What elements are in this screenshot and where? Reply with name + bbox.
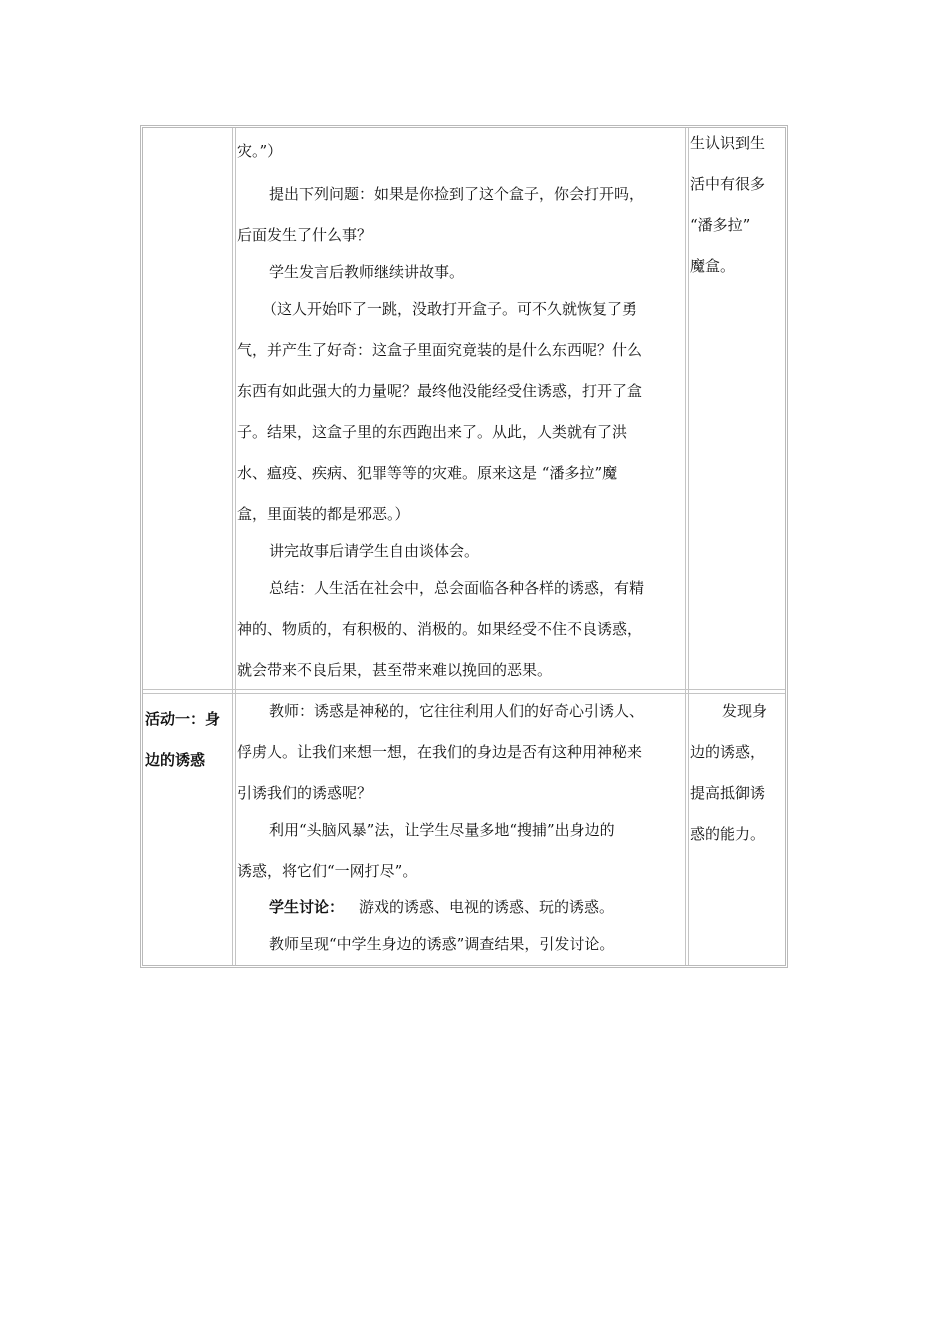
row2-right-line: 提高抵御诱 xyxy=(690,784,766,802)
row1-right-line: 魔盒。 xyxy=(690,257,736,275)
row2-right-line: 边的诱惑， xyxy=(690,743,766,761)
row2-activity-title: 边的诱惑 xyxy=(145,751,206,769)
row2-middle-line: 诱惑，将它们“一网打尽”。 xyxy=(237,862,418,880)
row2-right-line: 惑的能力。 xyxy=(690,825,766,843)
row1-middle-line: 子。结果，这盒子里的东西跑出来了。从此，人类就有了洪 xyxy=(237,423,628,441)
row1-right-line: 活中有很多 xyxy=(690,175,766,193)
student-discussion-label: 学生讨论： xyxy=(269,898,345,916)
row2-middle-line: 教师呈现“中学生身边的诱惑”调查结果，引发讨论。 xyxy=(269,935,615,953)
row1-middle-line: （这人开始吓了一跳，没敢打开盒子。可不久就恢复了勇 xyxy=(262,300,638,318)
row2-middle-line: 引诱我们的诱惑呢？ xyxy=(237,784,373,802)
row2-right-line: 发现身 xyxy=(722,702,768,720)
row1-middle-line: 学生发言后教师继续讲故事。 xyxy=(269,263,465,281)
row2-middle-line: 俘虏人。让我们来想一想，在我们的身边是否有这种用神秘来 xyxy=(237,743,643,761)
row1-middle-line: 神的、物质的，有积极的、消极的。如果经受不住不良诱惑， xyxy=(237,620,643,638)
column-divider-right xyxy=(685,128,689,965)
row1-middle-line: 东西有如此强大的力量呢？最终他没能经受住诱惑，打开了盒 xyxy=(237,382,643,400)
row2-middle-line: 利用“头脑风暴”法，让学生尽量多地“搜捕”出身边的 xyxy=(269,821,615,839)
row1-right-line: 生认识到生 xyxy=(690,134,766,152)
row1-middle-line: 提出下列问题：如果是你捡到了这个盒子，你会打开吗， xyxy=(269,185,645,203)
row1-middle-line: 讲完故事后请学生自由谈体会。 xyxy=(269,542,480,560)
row1-middle-line: 水、瘟疫、疾病、犯罪等等的灾难。原来这是 “潘多拉”魔 xyxy=(237,464,618,482)
row1-middle-line: 总结：人生活在社会中，总会面临各种各样的诱惑，有精 xyxy=(269,579,645,597)
column-divider-left xyxy=(232,128,236,965)
row1-middle-line: 盒，里面装的都是邪恶。） xyxy=(237,505,410,523)
row1-middle-line: 气，并产生了好奇：这盒子里面究竟装的是什么东西呢？什么 xyxy=(237,341,643,359)
row2-middle-line: 教师：诱惑是神秘的，它往往利用人们的好奇心引诱人、 xyxy=(269,702,645,720)
row1-middle-line: 后面发生了什么事？ xyxy=(237,226,373,244)
row2-activity-title: 活动一：身 xyxy=(145,710,221,728)
row1-middle-line: 就会带来不良后果，甚至带来难以挽回的恶果。 xyxy=(237,661,553,679)
student-discussion-text: 游戏的诱惑、电视的诱惑、玩的诱惑。 xyxy=(359,898,615,916)
row1-right-line: “潘多拉” xyxy=(690,216,751,234)
row1-middle-line: 灾。”） xyxy=(237,142,283,160)
